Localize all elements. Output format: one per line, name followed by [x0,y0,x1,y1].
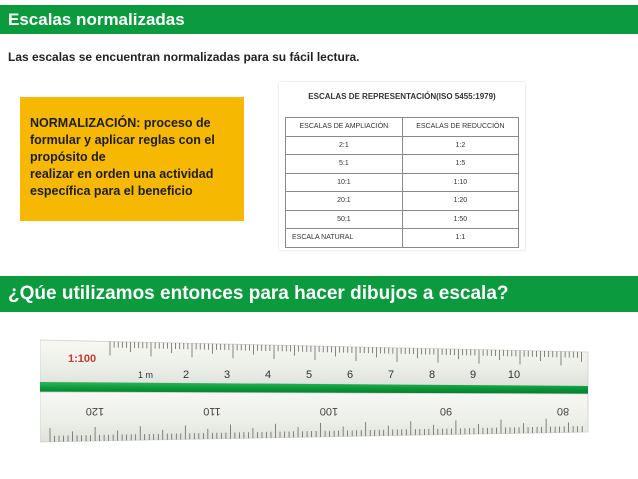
table-cell: 50:1 [286,210,403,229]
ruler-number: 6 [346,369,354,381]
ruler-number: 3 [223,369,231,381]
table-cell: 1:10 [402,173,518,192]
ruler-number: 7 [387,369,395,381]
header-cell: ESCALAS DE REDUCCIÓN [402,118,518,137]
scale-ruler-image [40,334,600,449]
intro-text: Las escalas se encuentran normalizadas para su fácil lectura. [8,50,360,64]
scales-table [285,117,519,248]
ruler-number: 90 [439,405,453,417]
ruler-number: 120 [85,405,105,417]
ruler-scale-label: 1:100 [68,353,97,365]
table-cell: 1:20 [402,192,518,211]
ruler-number: 5 [305,369,313,381]
table-row [286,136,519,155]
slide-title: Escalas normalizadas [0,5,638,34]
table-row [286,155,519,174]
ruler-number: 2 [182,369,190,381]
table-cell: 2:1 [286,136,403,155]
table-row [286,229,519,248]
table-row [286,173,519,192]
ruler-number: 9 [469,369,477,381]
table-cell: 1:50 [402,210,518,229]
table-cell: 1:2 [402,136,518,155]
ruler-unit-label: 1 m [138,370,154,380]
ruler-bottom-face [40,392,588,442]
note-line: formular y aplicar reglas con el [30,133,215,147]
table-cell: 10:1 [286,173,403,192]
ruler-number: 80 [556,405,570,417]
ruler-number: 100 [319,405,339,417]
note-line: realizar en orden una actividad [30,167,214,181]
ruler-number: 4 [264,369,272,381]
note-line: propósito de [30,150,106,164]
question-banner: ¿Qúe utilizamos entonces para hacer dibujos a escala? [0,276,638,312]
note-line: específica para el beneficio [30,184,193,198]
table-row [286,192,519,211]
header-cell: ESCALAS DE AMPLIACIÓN [286,118,403,137]
table-cell: 1:5 [402,155,518,174]
table-cell: 1:1 [402,229,518,248]
ruler-number: 110 [203,405,221,417]
ruler-number: 8 [428,369,436,381]
note-line: NORMALIZACIÓN: proceso de [30,116,211,130]
ruler-number: 10 [507,369,521,381]
table-cell: 5:1 [286,155,403,174]
scales-table-image [279,82,525,250]
table-cell: 20:1 [286,192,403,211]
table-row [286,210,519,229]
table-header-row [286,118,519,137]
scales-table-title: ESCALAS DE REPRESENTACIÓN(ISO 5455:1979) [308,92,496,101]
normalization-note [20,97,244,221]
table-cell: ESCALA NATURAL [286,229,403,248]
